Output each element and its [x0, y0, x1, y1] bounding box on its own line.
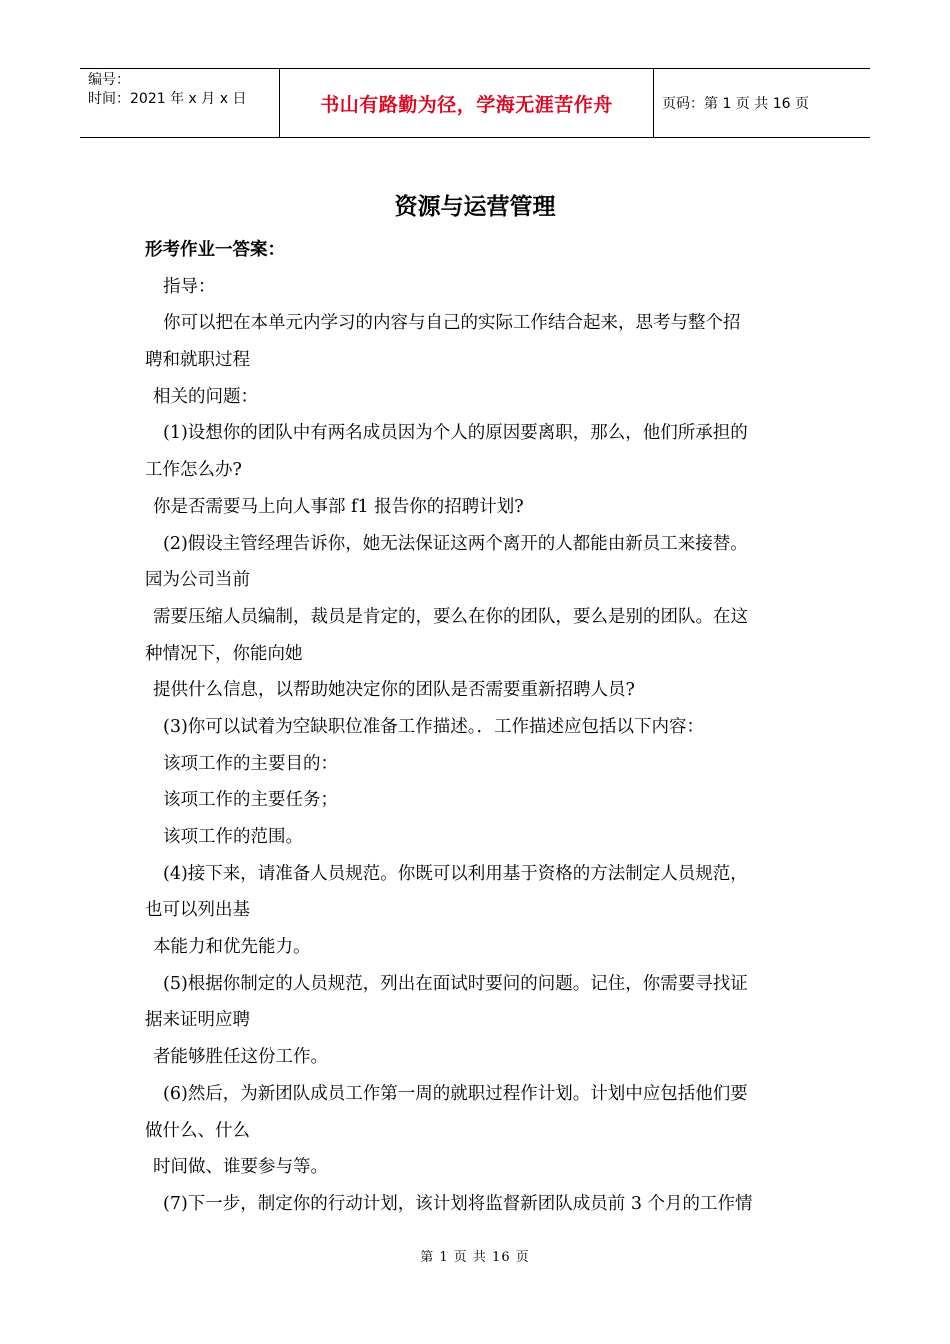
- paragraph-line: (2)假设主管经理告诉你，她无法保证这两个离开的人都能由新员工来接替。: [163, 533, 748, 554]
- page-footer: 第 1 页 共 16 页: [420, 1250, 530, 1265]
- paragraph-line: 园为公司当前: [145, 570, 250, 591]
- paragraph-line: 你可以把在本单元内学习的内容与自己的实际工作结合起来，思考与整个招: [163, 313, 741, 334]
- header-meta-cell: [80, 69, 280, 137]
- paragraph-line: 你是否需要马上向人事部 f1 报告你的招聘计划?: [153, 496, 524, 517]
- time-label: 时间：2021 年 x 月 x 日: [88, 91, 247, 107]
- paragraph-line: 需要压缩人员编制，裁员是肯定的，要么在你的团队，要么是别的团队。在这: [153, 606, 748, 627]
- paragraph-line: 聘和就职过程: [145, 350, 250, 371]
- paragraph-line: (3)你可以试着为空缺职位准备工作描述。．工作描述应包括以下内容：: [163, 716, 705, 737]
- slogan: 书山有路勤为径，学海无涯苦作舟: [320, 93, 613, 116]
- section-heading: 形考作业一答案：: [145, 240, 285, 260]
- paragraph-line: 该项工作的主要目的：: [163, 753, 338, 774]
- paragraph-line: (1)设想你的团队中有两名成员因为个人的原因要离职，那么，他们所承担的: [163, 423, 748, 444]
- paragraph-line: (5)根据你制定的人员规范，列出在面试时要问的问题。记住，你需要寻找证: [163, 973, 748, 994]
- paragraph-line: 种情况下，你能向她: [145, 643, 303, 664]
- paragraph-line: (4)接下来，请准备人员规范。你既可以利用基于资格的方法制定人员规范，: [163, 863, 748, 884]
- paragraph-line: 者能够胜任这份工作。: [153, 1047, 328, 1068]
- paragraph-line: 做什么、什么: [145, 1120, 250, 1141]
- number-label: 编号：: [88, 72, 130, 88]
- paragraph-line: 该项工作的主要任务；: [163, 790, 338, 811]
- paragraph-line: 本能力和优先能力。: [153, 937, 311, 958]
- document-body: [145, 232, 810, 1223]
- header-table: [80, 68, 870, 138]
- paragraph-line: 也可以列出基: [145, 900, 250, 921]
- paragraph-line: 工作怎么办?: [145, 460, 242, 481]
- paragraph-line: 该项工作的范围。: [163, 827, 303, 847]
- header-page-cell: [654, 69, 870, 137]
- paragraph-line: (6)然后，为新团队成员工作第一周的就职过程作计划。计划中应包括他们要: [163, 1083, 748, 1104]
- paragraph-line: (7)下一步，制定你的行动计划，该计划将监督新团队成员前 3 个月的工作情: [163, 1193, 753, 1214]
- paragraph-line: 指导：: [163, 276, 216, 297]
- paragraph-line: 相关的问题：: [153, 386, 258, 407]
- header-slogan-cell: [280, 69, 654, 137]
- document-title: 资源与运营管理: [394, 193, 556, 220]
- paragraph-line: 提供什么信息，以帮助她决定你的团队是否需要重新招聘人员?: [153, 680, 635, 701]
- page-info: 页码：第 1 页 共 16 页: [662, 96, 809, 112]
- paragraph-line: 据来证明应聘: [145, 1010, 250, 1031]
- paragraph-line: 时间做、谁要参与等。: [153, 1157, 328, 1178]
